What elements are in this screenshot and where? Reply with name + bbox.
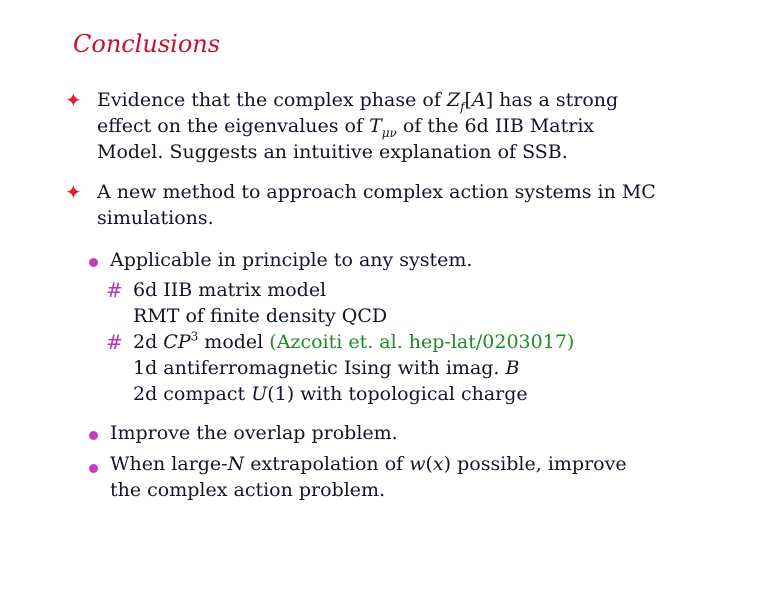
citation: (Azcoiti et. al. hep-lat/0203017) <box>269 331 575 353</box>
dot-bullet-icon <box>89 258 98 267</box>
system-1 <box>133 277 326 303</box>
system-4 <box>133 355 519 381</box>
bullet-2 <box>97 179 656 231</box>
slide-title: Conclusions <box>73 30 221 58</box>
bullet-1-line-1: Evidence that the complex phase of $Z_f[A]$ has a strong <box>97 89 619 114</box>
system-4-text: 1d antiferromagnetic Ising with imag. B <box>133 357 520 379</box>
star-bullet-icon: ✦ <box>65 180 82 204</box>
sub-bullet-1-text: Applicable in principle to any system. <box>110 249 473 271</box>
star-bullet-icon: ✦ <box>65 88 82 112</box>
sub-bullet-2-text: Improve the overlap problem. <box>110 422 398 444</box>
dot-bullet-icon <box>89 431 98 440</box>
sub-bullet-3-line-2: the complex action problem. <box>110 479 386 501</box>
sub-bullet-3 <box>110 451 627 503</box>
bullet-2-line-1: A new method to approach complex action systems in MC <box>97 181 656 203</box>
system-3 <box>133 329 574 355</box>
sub-bullet-2 <box>110 420 398 446</box>
bullet-2-line-2: simulations. <box>97 207 214 229</box>
bullet-1-line-3: Model. Suggests an intuitive explanation of SSB. <box>97 141 568 163</box>
hash-bullet-icon: # <box>106 278 123 302</box>
hash-bullet-icon: # <box>106 330 123 354</box>
bullet-1 <box>97 87 618 165</box>
bullet-1-line-2: effect on the eigenvalues of $T_{\mu\nu}$ of the 6d IIB Matrix <box>97 115 595 140</box>
system-1-text: 6d IIB matrix model <box>133 279 327 301</box>
sub-bullet-1 <box>110 247 472 273</box>
system-3-text: 2d $CP^3$ model (Azcoiti et. al. hep-lat/0203017) <box>133 329 575 353</box>
sub-bullet-3-line-1: When large-N extrapolation of w(x) possible, improve <box>110 453 627 475</box>
system-5-text: 2d compact U(1) with topological charge <box>133 383 528 405</box>
dot-bullet-icon <box>89 464 98 473</box>
system-2 <box>133 303 387 329</box>
system-2-text: RMT of finite density QCD <box>133 305 388 327</box>
system-5 <box>133 381 528 407</box>
